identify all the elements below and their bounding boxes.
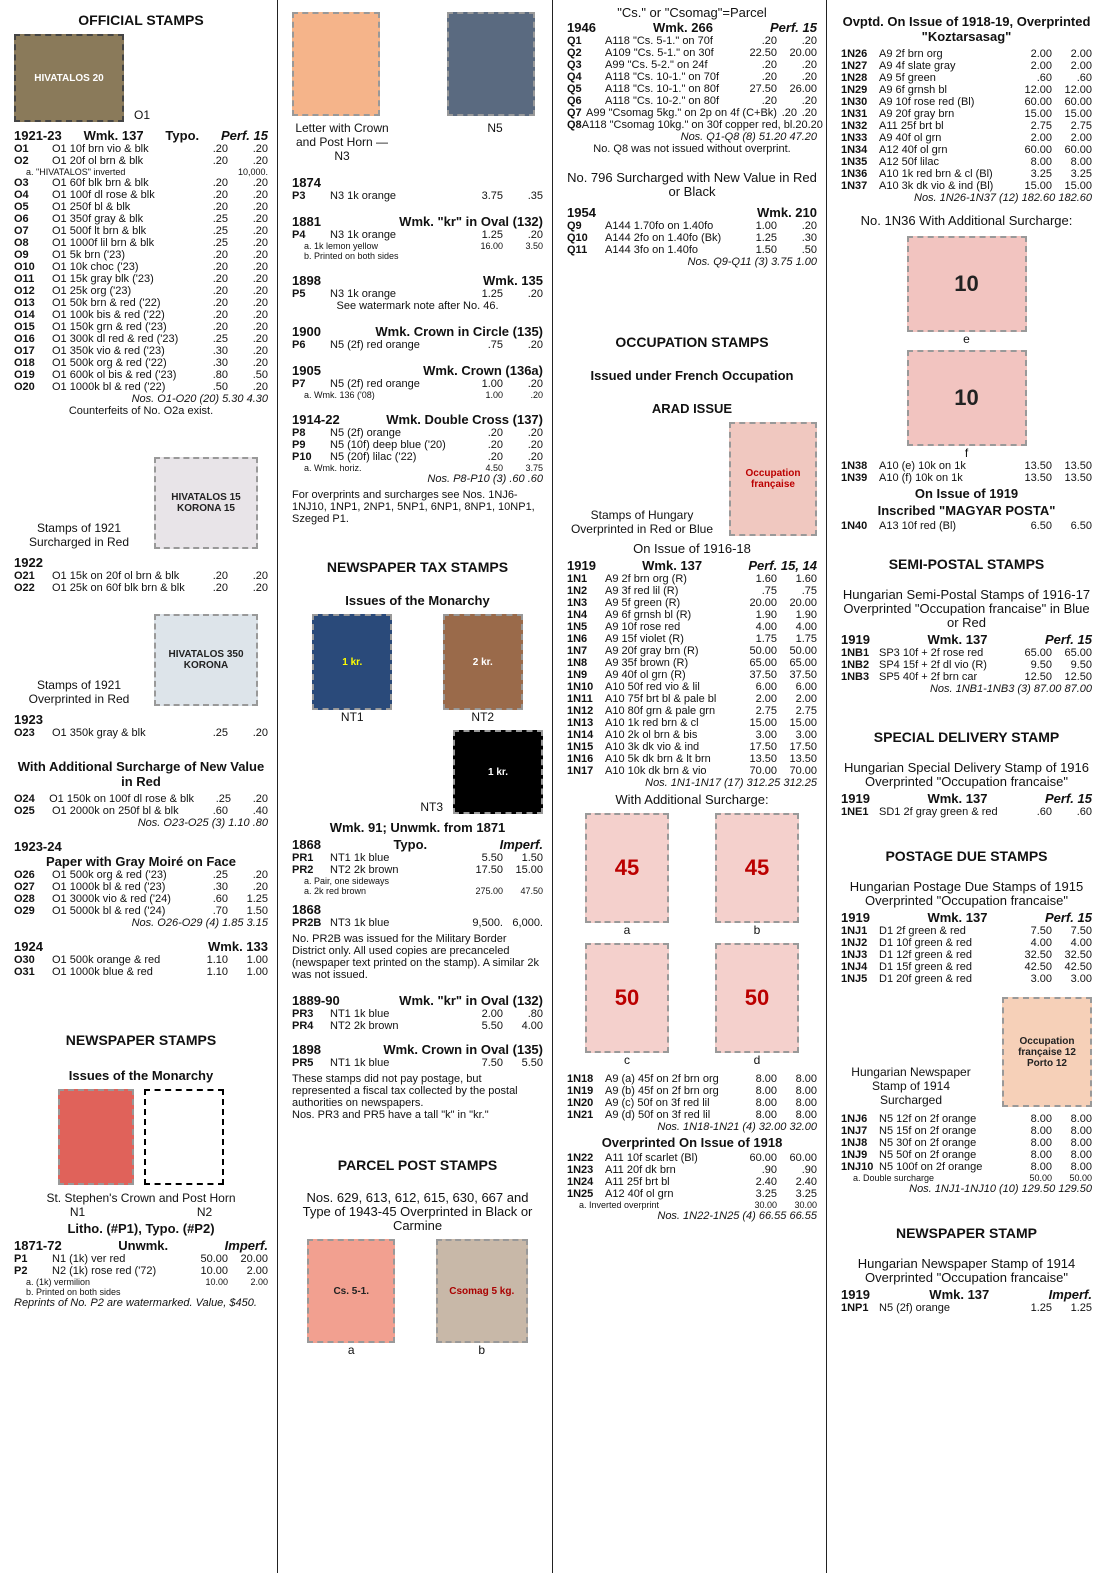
- stamp-image: 45: [585, 813, 669, 923]
- subvariety: a. 1k lemon yellow 16.00 3.50: [304, 241, 543, 251]
- stamp-table: [14, 727, 268, 739]
- stamp-table: [292, 852, 543, 896]
- table-row: 1N1 A9 2f brn org (R) 1.60 1.60: [567, 573, 817, 585]
- note: No. Q8 was not issued without overprint.: [593, 143, 791, 155]
- issue-header: 1919 Wmk. 137 Imperf.: [841, 1287, 1092, 1302]
- table-row: 1N35 A12 50f lilac 8.00 8.00: [841, 156, 1092, 168]
- table-row: O26 O1 500k org & red ('23) .25 .20: [14, 869, 268, 881]
- stamp-table: [841, 1113, 1092, 1173]
- table-row: 1N36 A10 1k red brn & cl (Bl) 3.25 3.25: [841, 168, 1092, 180]
- table-row: 1N30 A9 10f rose red (Bl) 60.00 60.00: [841, 96, 1092, 108]
- table-row: PR2B NT3 1k blue 9,500. 6,000.: [292, 917, 543, 929]
- table-row: O13 O1 50k brn & red ('22) .20 .20: [14, 297, 268, 309]
- table-row: P6 N5 (2f) red orange .75 .20: [292, 339, 543, 351]
- table-row: O16 O1 300k dl red & red ('23) .25 .20: [14, 333, 268, 345]
- issue-header: 1868 Typo. Imperf.: [292, 837, 543, 852]
- sub-heading: Overprinted On Issue of 1918: [601, 1135, 783, 1150]
- issue-total: Nos. O1-O20 (20) 5.30 4.30: [131, 393, 268, 405]
- figure-caption: O1: [134, 108, 151, 122]
- table-row: P10 N5 (20f) lilac ('22) .20 .20: [292, 451, 543, 463]
- table-row: PR4 NT2 2k brown 5.50 4.00: [292, 1020, 543, 1032]
- issue-header: 1889-90 Wmk. "kr" in Oval (132): [292, 993, 543, 1008]
- subvariety: a. "HIVATALOS" inverted 10,000.: [26, 167, 268, 177]
- note: Nos. PR3 and PR5 have a tall "k" in "kr.": [292, 1109, 489, 1121]
- table-row: 1NP1 N5 (2f) orange 1.25 1.25: [841, 1302, 1092, 1314]
- table-row: PR3 NT1 1k blue 2.00 .80: [292, 1008, 543, 1020]
- table-row: O7 O1 500f lt brn & blk .25 .20: [14, 225, 268, 237]
- table-row: 1NJ2 D1 10f green & red 4.00 4.00: [841, 937, 1092, 949]
- table-row: P8 N5 (2f) orange .20 .20: [292, 427, 543, 439]
- table-row: 1N27 A9 4f slate gray 2.00 2.00: [841, 60, 1092, 72]
- stamp-image: 50: [585, 943, 669, 1053]
- table-row: O20 O1 1000k bl & red ('22) .50 .20: [14, 381, 268, 393]
- note: No. 796 Surcharged with New Value in Red or Black: [567, 170, 817, 199]
- table-row: O1 O1 10f brn vio & blk .20 .20: [14, 143, 268, 155]
- table-row: 1N8 A9 35f brown (R) 65.00 65.00: [567, 657, 817, 669]
- stamp-table: [841, 520, 1092, 532]
- table-row: Q9 A144 1.70fo on 1.40fo 1.00 .20: [567, 220, 817, 232]
- table-row: 1N32 A11 25f brt bl 2.75 2.75: [841, 120, 1092, 132]
- sub-heading: Issues of the Monarchy: [68, 1068, 214, 1083]
- table-row: 1N37 A10 3k dk vio & ind (Bl) 15.00 15.00: [841, 180, 1092, 192]
- stamp-subvarieties: [14, 1277, 268, 1297]
- table-row: PR5 NT1 1k blue 7.50 5.50: [292, 1057, 543, 1069]
- note: No. PR2B was issued for the Military Border District only. All used copies are precanceled (newspaper text printed on the stamp). A similar 2k was not issued.: [292, 933, 540, 981]
- table-row: 1N23 A11 20f dk brn .90 .90: [567, 1164, 817, 1176]
- figure-caption: N5: [487, 121, 503, 135]
- table-row: P3 N3 1k orange 3.75 .35: [292, 190, 543, 202]
- issue-total: Nos. 1NB1-1NB3 (3) 87.00 87.00: [929, 683, 1092, 695]
- stamp-table: [841, 925, 1092, 985]
- table-row: 1N18 A9 (a) 45f on 2f brn org 8.00 8.00: [567, 1073, 817, 1085]
- issue-header: 1900 Wmk. Crown in Circle (135): [292, 324, 543, 339]
- issue-total: Nos. 1NJ1-1NJ10 (10) 129.50 129.50: [909, 1183, 1092, 1195]
- table-row: 1NJ1 D1 2f green & red 7.50 7.50: [841, 925, 1092, 937]
- figure-n3-n5: [292, 12, 543, 163]
- stamp-image: 1 kr.: [312, 614, 392, 710]
- table-row: 1N6 A9 15f violet (R) 1.75 1.75: [567, 633, 817, 645]
- subvariety: a. 2k red brown 275.00 47.50: [304, 886, 543, 896]
- section-title: SPECIAL DELIVERY STAMP: [873, 729, 1060, 745]
- issue-header: 1946 Wmk. 266 Perf. 15: [567, 20, 817, 35]
- stamp-table: [567, 1073, 817, 1121]
- stamp-image: Cs. 5-1.: [307, 1239, 395, 1343]
- issue-header: 1954 Wmk. 210: [567, 205, 817, 220]
- table-row: O21 O1 15k on 20f ol brn & blk .20 .20: [14, 570, 268, 582]
- table-row: O29 O1 5000k bl & red ('24) .70 1.50: [14, 905, 268, 917]
- issue-total: Nos. 1N26-1N37 (12) 182.60 182.60: [914, 192, 1092, 204]
- table-row: Q2 A109 "Cs. 5-1." on 30f 22.50 20.00: [567, 47, 817, 59]
- stamp-image: 1 kr.: [453, 730, 543, 814]
- stamp-table: [14, 143, 268, 393]
- issue-header: 1919 Wmk. 137 Perf. 15: [841, 632, 1092, 647]
- table-row: 1NE1 SD1 2f gray green & red .60 .60: [841, 806, 1092, 818]
- stamp-table: [841, 460, 1092, 484]
- note: These stamps did not pay postage, but represented a fiscal tax collected by the postal authorities on newspapers.: [292, 1073, 518, 1109]
- issue-total: Nos. 1N1-1N17 (17) 312.25 312.25: [645, 777, 817, 789]
- table-row: 1N24 A11 25f brt bl 2.40 2.40: [567, 1176, 817, 1188]
- note: Counterfeits of No. O2a exist.: [68, 405, 214, 417]
- issue-header: 1905 Wmk. Crown (136a): [292, 363, 543, 378]
- table-row: O17 O1 350k vio & red ('23) .30 .20: [14, 345, 268, 357]
- sub-heading: Issued under French Occupation: [590, 368, 794, 383]
- figure-f: 10 f: [907, 350, 1027, 460]
- table-row: 1NJ6 N5 12f on 2f orange 8.00 8.00: [841, 1113, 1092, 1125]
- issue-blocks: [292, 175, 543, 473]
- figure-ab: 45 a 45 b: [567, 813, 817, 937]
- table-row: 1N39 A10 (f) 10k on 1k 13.50 13.50: [841, 472, 1092, 484]
- section-title: OFFICIAL STAMPS: [78, 12, 204, 28]
- stamp-image: Csomag 5 kg.: [436, 1239, 528, 1343]
- table-row: Q11 A144 3fo on 1.40fo 1.50 .50: [567, 244, 817, 256]
- table-row: 1N38 A10 (e) 10k on 1k 13.50 13.50: [841, 460, 1092, 472]
- stamp-image: [447, 12, 535, 116]
- note: For overprints and surcharges see Nos. 1NJ6-1NJ10, 1NP1, 2NP1, 5NP1, 6NP1, 8NP1, 10NP1, Szeged P1.: [292, 489, 535, 525]
- sub-heading: Inscribed "MAGYAR POSTA": [877, 503, 1056, 518]
- table-row: 1NJ9 N5 50f on 2f orange 8.00 8.00: [841, 1149, 1092, 1161]
- stamp-table: [14, 869, 268, 917]
- table-row: 1N7 A9 20f gray brn (R) 50.00 50.00: [567, 645, 817, 657]
- stamp-table: [567, 573, 817, 777]
- table-row: O8 O1 1000f lil brn & blk .25 .20: [14, 237, 268, 249]
- table-row: 1N5 A9 10f rose red 4.00 4.00: [567, 621, 817, 633]
- table-row: 1N12 A10 80f grn & pale grn 2.75 2.75: [567, 705, 817, 717]
- table-row: O22 O1 25k on 60f blk brn & blk .20 .20: [14, 582, 268, 594]
- issue-header: 1871-72 Unwmk. Imperf.: [14, 1238, 268, 1253]
- stamp-table: [841, 647, 1092, 683]
- subvariety: b. Printed on both sides: [26, 1287, 121, 1297]
- table-row: O2 O1 20f ol brn & blk .20 .20: [14, 155, 268, 167]
- section-title: OCCUPATION STAMPS: [615, 334, 769, 350]
- table-row: 1N16 A10 5k dk brn & lt brn 13.50 13.50: [567, 753, 817, 765]
- section-title: NEWSPAPER STAMPS: [65, 1032, 217, 1048]
- table-row: Q4 A118 "Cs. 10-1." on 70f .20 .20: [567, 71, 817, 83]
- sub-heading: On Issue of 1919: [914, 486, 1019, 501]
- table-row: 1N9 A9 40f ol grn (R) 37.50 37.50: [567, 669, 817, 681]
- subvariety: a. Wmk. 136 ('08) 1.00 .20: [304, 390, 543, 400]
- year-header: 1868: [292, 902, 321, 917]
- figure-overprint: [14, 614, 268, 706]
- stamp-table: [14, 793, 268, 817]
- table-row: 1N15 A10 3k dk vio & ind 17.50 17.50: [567, 741, 817, 753]
- stamp-image: [58, 1089, 134, 1185]
- table-row: O10 O1 10k choc ('23) .20 .20: [14, 261, 268, 273]
- table-row: O14 O1 100k bis & red ('22) .20 .20: [14, 309, 268, 321]
- figure-parcel: Cs. 5-1. a Csomag 5 kg. b: [292, 1239, 543, 1357]
- table-row: 1N2 A9 3f red lil (R) .75 .75: [567, 585, 817, 597]
- table-row: O6 O1 350f gray & blk .25 .20: [14, 213, 268, 225]
- table-row: 1N21 A9 (d) 50f on 3f red lil 8.00 8.00: [567, 1109, 817, 1121]
- stamp-image: 50: [715, 943, 799, 1053]
- table-row: O27 O1 1000k bl & red ('23) .30 .20: [14, 881, 268, 893]
- sub-heading: Paper with Gray Moiré on Face: [46, 854, 236, 869]
- table-row: 1N17 A10 10k dk brn & vio 70.00 70.00: [567, 765, 817, 777]
- issue-header: 1881 Wmk. "kr" in Oval (132): [292, 214, 543, 229]
- table-row: O4 O1 100f dl rose & blk .20 .20: [14, 189, 268, 201]
- sub-heading: Litho. (#P1), Typo. (#P2): [67, 1221, 215, 1236]
- stamp-table: [292, 1057, 543, 1069]
- table-row: Q8 A118 "Csomag 10kg." on 30f copper red, bl .20 .20: [567, 119, 823, 131]
- figure-nt3: NT3 1 kr.: [292, 730, 543, 814]
- sub-heading: With Additional Surcharge of New Value in Red: [17, 759, 265, 789]
- table-row: Q7 A99 "Csomag 5kg." on 2p on 4f (C+Bk) .20 .20: [567, 107, 817, 119]
- table-row: O31 O1 1000k blue & red 1.10 1.00: [14, 966, 268, 978]
- table-row: P5 N3 1k orange 1.25 .20: [292, 288, 543, 300]
- table-row: P9 N5 (10f) deep blue ('20) .20 .20: [292, 439, 543, 451]
- table-row: 1NJ5 D1 20f green & red 3.00 3.00: [841, 973, 1092, 985]
- table-row: O24 O1 150k on 100f dl rose & blk .25 .20: [14, 793, 268, 805]
- table-row: 1NB1 SP3 10f + 2f rose red 65.00 65.00: [841, 647, 1092, 659]
- figure-label: Stamps of 1921 Overprinted in Red: [28, 678, 130, 706]
- stamp-table: [567, 220, 817, 256]
- column-1: [0, 0, 276, 1573]
- table-row: 1N29 A9 6f grnsh bl 12.00 12.00: [841, 84, 1092, 96]
- stamp-table: [292, 1008, 543, 1032]
- issue-header: 1919 Wmk. 137 Perf. 15: [841, 910, 1092, 925]
- table-row: P2 N2 (1k) rose red ('72) 10.00 2.00: [14, 1265, 268, 1277]
- section-title: NEWSPAPER TAX STAMPS: [326, 559, 509, 575]
- table-row: O19 O1 600k ol bis & red ('23) .80 .50: [14, 369, 268, 381]
- table-row: Q3 A99 "Cs. 5-2." on 24f .20 .20: [567, 59, 817, 71]
- table-row: PR1 NT1 1k blue 5.50 1.50: [292, 852, 543, 864]
- subvariety: a. Pair, one sideways: [304, 876, 390, 886]
- year-header: 1923-24: [14, 839, 62, 854]
- issue-total: Nos. Q9-Q11 (3) 3.75 1.00: [687, 256, 817, 268]
- table-row: P1 N1 (1k) ver red 50.00 20.00: [14, 1253, 268, 1265]
- stamp-image: HIVATALOS 20: [14, 34, 124, 122]
- note: Hungarian Special Delivery Stamp of 1916 Overprinted "Occupation francaise": [844, 760, 1089, 789]
- issue-total: Nos. O26-O29 (4) 1.85 3.15: [131, 917, 268, 929]
- stamp-table: [14, 954, 268, 978]
- stamp-table: [14, 570, 268, 594]
- note: Hungarian Semi-Postal Stamps of 1916-17 Overprinted "Occupation francaise" in Blue or Red: [842, 587, 1091, 630]
- table-row: PR2 NT2 2k brown 17.50 15.00: [292, 864, 543, 876]
- table-row: 1N11 A10 75f brt bl & pale bl 2.00 2.00: [567, 693, 817, 705]
- table-row: 1N40 A13 10f red (Bl) 6.50 6.50: [841, 520, 1092, 532]
- stamp-table: [567, 1152, 817, 1200]
- stamp-image: [144, 1089, 224, 1185]
- table-row: 1N3 A9 5f green (R) 20.00 20.00: [567, 597, 817, 609]
- table-row: O5 O1 250f bl & blk .20 .20: [14, 201, 268, 213]
- table-row: P7 N5 (2f) red orange 1.00 .20: [292, 378, 543, 390]
- section-title: POSTAGE DUE STAMPS: [885, 848, 1048, 864]
- figure-label: Stamps of Hungary Overprinted in Red or Blue: [570, 508, 714, 536]
- issue-header: 1921-23 Wmk. 137 Typo. Perf. 15: [14, 128, 268, 143]
- table-row: 1N22 A11 10f scarlet (Bl) 60.00 60.00: [567, 1152, 817, 1164]
- issue-header: 1874: [292, 175, 321, 190]
- issue-total: Nos. 1N22-1N25 (4) 66.55 66.55: [657, 1210, 817, 1222]
- sub-heading: Wmk. 91; Unwmk. from 1871: [329, 820, 506, 835]
- figure-porto: [841, 997, 1092, 1107]
- figure-nt1-nt2: 1 kr. NT1 2 kr. NT2: [292, 614, 543, 724]
- note: Nos. 629, 613, 612, 615, 630, 667 and Type of 1943-45 Overprinted in Black or Carmine: [302, 1190, 533, 1233]
- issue-total: Nos. O23-O25 (3) 1.10 .80: [137, 817, 268, 829]
- stamp-image: [292, 12, 380, 116]
- table-row: Q6 A118 "Cs. 10-2." on 80f .20 .20: [567, 95, 817, 107]
- table-row: 1NJ7 N5 15f on 2f orange 8.00 8.00: [841, 1125, 1092, 1137]
- table-row: 1N19 A9 (b) 45f on 2f brn org 8.00 8.00: [567, 1085, 817, 1097]
- table-row: O12 O1 25k org ('23) .20 .20: [14, 285, 268, 297]
- table-row: 1N14 A10 2k ol brn & bis 3.00 3.00: [567, 729, 817, 741]
- table-row: O11 O1 15k gray blk ('23) .20 .20: [14, 273, 268, 285]
- subvariety: a. (1k) vermilion 10.00 2.00: [26, 1277, 268, 1287]
- figure-label: Hungarian Newspaper Stamp of 1914 Surcharged: [851, 1065, 971, 1107]
- issue-header: 1898 Wmk. Crown in Oval (135): [292, 1042, 543, 1057]
- stamp-image: 45: [715, 813, 799, 923]
- table-row: 1NJ8 N5 30f on 2f orange 8.00 8.00: [841, 1137, 1092, 1149]
- table-row: 1N33 A9 40f ol grn 2.00 2.00: [841, 132, 1092, 144]
- column-3: [553, 0, 825, 1573]
- year-header: 1923: [14, 712, 43, 727]
- sub-heading: With Additional Surcharge:: [615, 792, 769, 807]
- issue-header: 1919 Wmk. 137 Perf. 15: [841, 791, 1092, 806]
- table-row: P4 N3 1k orange 1.25 .20: [292, 229, 543, 241]
- table-row: O9 O1 5k brn ('23) .20 .20: [14, 249, 268, 261]
- figure-caption: Letter with Crown and Post Horn — N3: [295, 121, 389, 163]
- stamp-table: [567, 35, 823, 131]
- figure-surcharge: [14, 457, 268, 549]
- subvariety: a. Double surcharge 50.00 50.00: [853, 1173, 1092, 1183]
- issue-total: Nos. P8-P10 (3) .60 .60: [427, 473, 543, 485]
- figure-cd: 50 c 50 d: [567, 943, 817, 1067]
- stamp-image: HIVATALOS 350 KORONA: [154, 614, 258, 706]
- table-row: 1N28 A9 5f green .60 .60: [841, 72, 1092, 84]
- figure-labels: N1 N2: [69, 1205, 213, 1219]
- table-row: 1N26 A9 2f brn org 2.00 2.00: [841, 48, 1092, 60]
- note: Hungarian Postage Due Stamps of 1915 Overprinted "Occupation francaise": [849, 879, 1084, 908]
- figure-label: Stamps of 1921 Surcharged in Red: [28, 521, 130, 549]
- note: "Cs." or "Csomag"=Parcel: [617, 5, 767, 20]
- table-row: 1N4 A9 6f grnsh bl (R) 1.90 1.90: [567, 609, 817, 621]
- table-row: 1N13 A10 1k red brn & cl 15.00 15.00: [567, 717, 817, 729]
- table-row: 1NJ10 N5 100f on 2f orange 8.00 8.00: [841, 1161, 1092, 1173]
- table-row: 1N25 A12 40f ol grn 3.25 3.25: [567, 1188, 817, 1200]
- table-row: 1NJ3 D1 12f green & red 32.50 32.50: [841, 949, 1092, 961]
- issue-header: 1919 Wmk. 137 Perf. 15, 14: [567, 558, 817, 573]
- stamp-image: Occupation française 12 Porto 12: [1002, 997, 1092, 1107]
- table-row: O3 O1 60f blk brn & blk .20 .20: [14, 177, 268, 189]
- stamp-table: [841, 48, 1092, 192]
- figure-caption: St. Stephen's Crown and Post Horn: [46, 1191, 236, 1205]
- table-row: 1N34 A12 40f ol grn 60.00 60.00: [841, 144, 1092, 156]
- subvariety: a. Inverted overprint 30.00 30.00: [579, 1200, 817, 1210]
- subvariety: b. Printed on both sides: [304, 251, 399, 261]
- table-row: 1N20 A9 (c) 50f on 3f red lil 8.00 8.00: [567, 1097, 817, 1109]
- section-title: NEWSPAPER STAMP: [895, 1225, 1038, 1241]
- sub-heading: Issues of the Monarchy: [345, 593, 490, 608]
- table-row: O30 O1 500k orange & red 1.10 1.00: [14, 954, 268, 966]
- table-row: 1NB3 SP5 40f + 2f brn car 12.50 12.50: [841, 671, 1092, 683]
- table-row: 1N10 A10 50f red vio & lil 6.00 6.00: [567, 681, 817, 693]
- table-row: 1N31 A9 20f gray brn 15.00 15.00: [841, 108, 1092, 120]
- figure-e: 10 e: [907, 236, 1027, 346]
- sub-heading: ARAD ISSUE: [651, 401, 733, 416]
- table-row: O25 O1 2000k on 250f bl & blk .60 .40: [14, 805, 268, 817]
- table-row: Q5 A118 "Cs. 10-1." on 80f 27.50 26.00: [567, 83, 817, 95]
- subvariety: a. Wmk. horiz. 4.50 3.75: [304, 463, 543, 473]
- table-row: O18 O1 500k org & red ('22) .30 .20: [14, 357, 268, 369]
- figure-o1: [14, 34, 268, 122]
- stamp-table: [14, 1253, 268, 1277]
- stamp-table: [841, 806, 1092, 818]
- table-row: 1NB2 SP4 15f + 2f dl vio (R) 9.50 9.50: [841, 659, 1092, 671]
- section-title: SEMI-POSTAL STAMPS: [888, 556, 1045, 572]
- table-row: O28 O1 3000k vio & red ('24) .60 1.25: [14, 893, 268, 905]
- stamp-image: Occupation française: [729, 422, 817, 536]
- figure-n1-n2: [14, 1089, 268, 1185]
- year-header: 1924 Wmk. 133: [14, 939, 268, 954]
- issue-total: Nos. 1N18-1N21 (4) 32.00 32.00: [657, 1121, 817, 1133]
- note: See watermark note after No. 46.: [336, 300, 499, 312]
- sub-heading: Ovptd. On Issue of 1918-19, Overprinted "Koztarsasag": [842, 14, 1091, 44]
- section-title: PARCEL POST STAMPS: [337, 1157, 498, 1173]
- table-row: 1NJ4 D1 15f green & red 42.50 42.50: [841, 961, 1092, 973]
- stamp-table: [841, 1302, 1092, 1314]
- note: Reprints of No. P2 are watermarked. Value, $450.: [14, 1297, 257, 1309]
- year-header: 1922: [14, 555, 43, 570]
- sub-heading: On Issue of 1916-18: [633, 541, 751, 556]
- stamp-image: HIVATALOS 15 KORONA 15: [154, 457, 258, 549]
- figure-arad: [567, 422, 817, 536]
- stamp-image: 10: [907, 350, 1027, 446]
- column-4: [827, 0, 1100, 1573]
- issue-header: 1914-22 Wmk. Double Cross (137): [292, 412, 543, 427]
- table-row: Q10 A144 2fo on 1.40fo (Bk) 1.25 .30: [567, 232, 817, 244]
- issue-header: 1898 Wmk. 135: [292, 273, 543, 288]
- issue-total: Nos. Q1-Q8 (8) 51.20 47.20: [680, 131, 817, 143]
- column-2: [278, 0, 551, 1573]
- stamp-image: 2 kr.: [443, 614, 523, 710]
- note: Hungarian Newspaper Stamp of 1914 Overprinted "Occupation francaise": [857, 1256, 1076, 1285]
- table-row: Q1 A118 "Cs. 5-1." on 70f .20 .20: [567, 35, 817, 47]
- stamp-image: 10: [907, 236, 1027, 332]
- table-row: O15 O1 150k grn & red ('23) .20 .20: [14, 321, 268, 333]
- table-row: O23 O1 350k gray & blk .25 .20: [14, 727, 268, 739]
- sub-heading: No. 1N36 With Additional Surcharge:: [860, 213, 1073, 228]
